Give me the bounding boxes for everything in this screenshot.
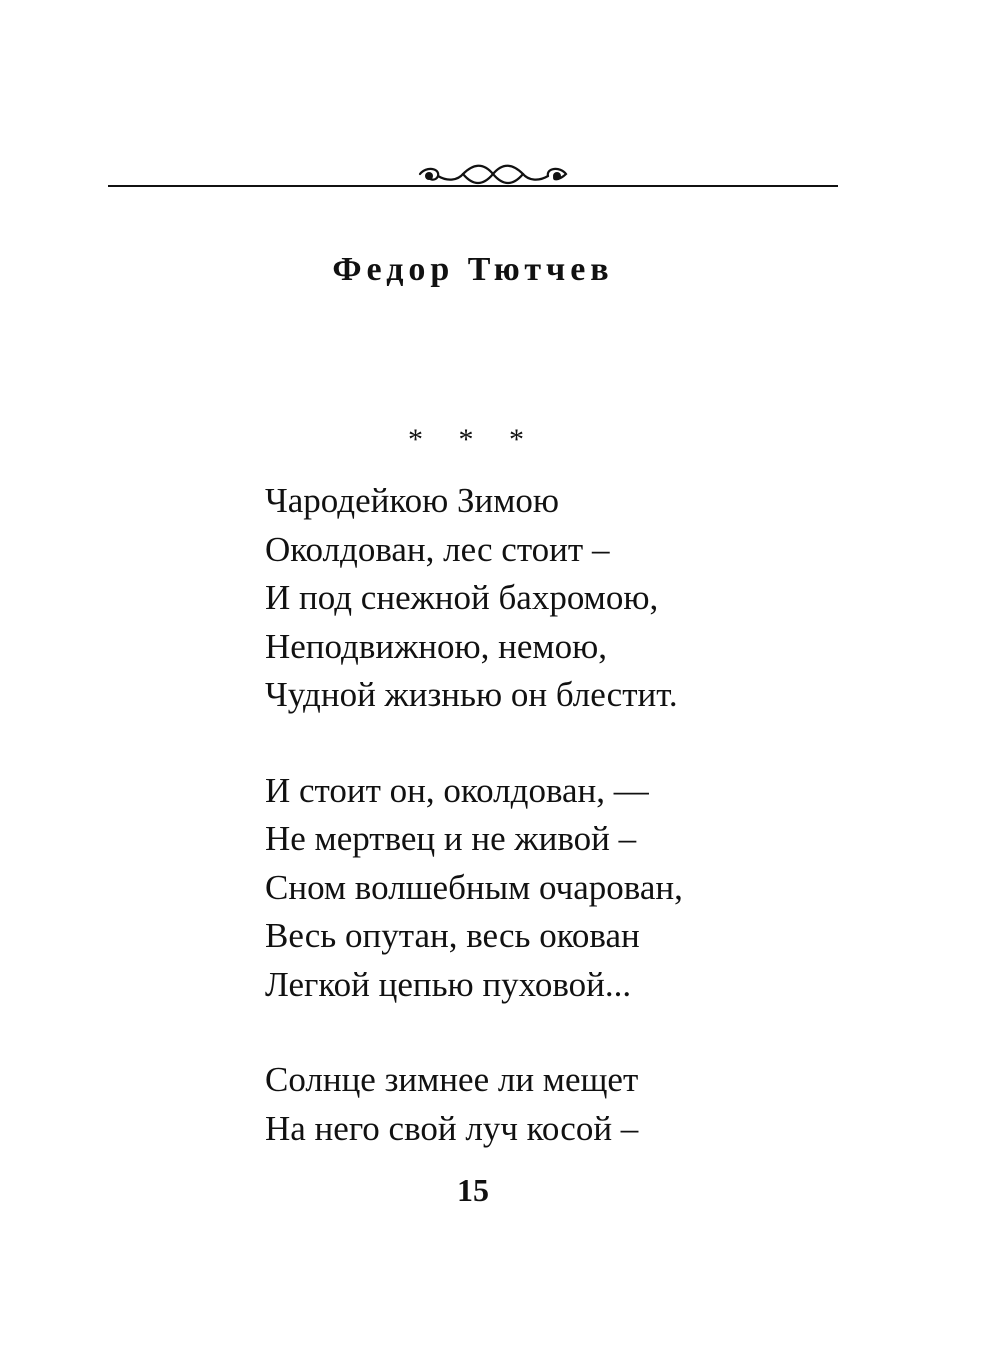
poem-line: Околдован, лес стоит – bbox=[265, 529, 610, 569]
stanza-2 bbox=[265, 767, 905, 1010]
stanza-3 bbox=[265, 1056, 905, 1153]
flourish-rule-ornament bbox=[108, 158, 838, 198]
stanza-1 bbox=[265, 477, 905, 720]
poem-line: И стоит он, околдован, — bbox=[265, 770, 649, 810]
poem-line: Сном волшебным очарован, bbox=[265, 867, 683, 907]
author-name: Федор Тютчев bbox=[332, 251, 614, 288]
page-number: 15 bbox=[457, 1172, 489, 1208]
poem-body bbox=[265, 477, 905, 1200]
poem-separator: * * * bbox=[408, 423, 538, 456]
poem-line: Легкой цепью пуховой... bbox=[265, 964, 632, 1004]
poem-line: Чародейкою Зимою bbox=[265, 481, 560, 520]
poem-line: Чудной жизнью он блестит. bbox=[265, 675, 678, 714]
poem-line: И под снежной бахромою, bbox=[265, 578, 659, 617]
poem-line: Весь опутан, весь окован bbox=[265, 916, 640, 955]
poem-line: На него свой луч косой – bbox=[265, 1108, 639, 1148]
poem-line: Неподвижною, немою, bbox=[265, 626, 607, 666]
poem-line: Солнце зимнее ли мещет bbox=[265, 1060, 639, 1099]
poem-line: Не мертвец и не живой – bbox=[265, 819, 637, 858]
